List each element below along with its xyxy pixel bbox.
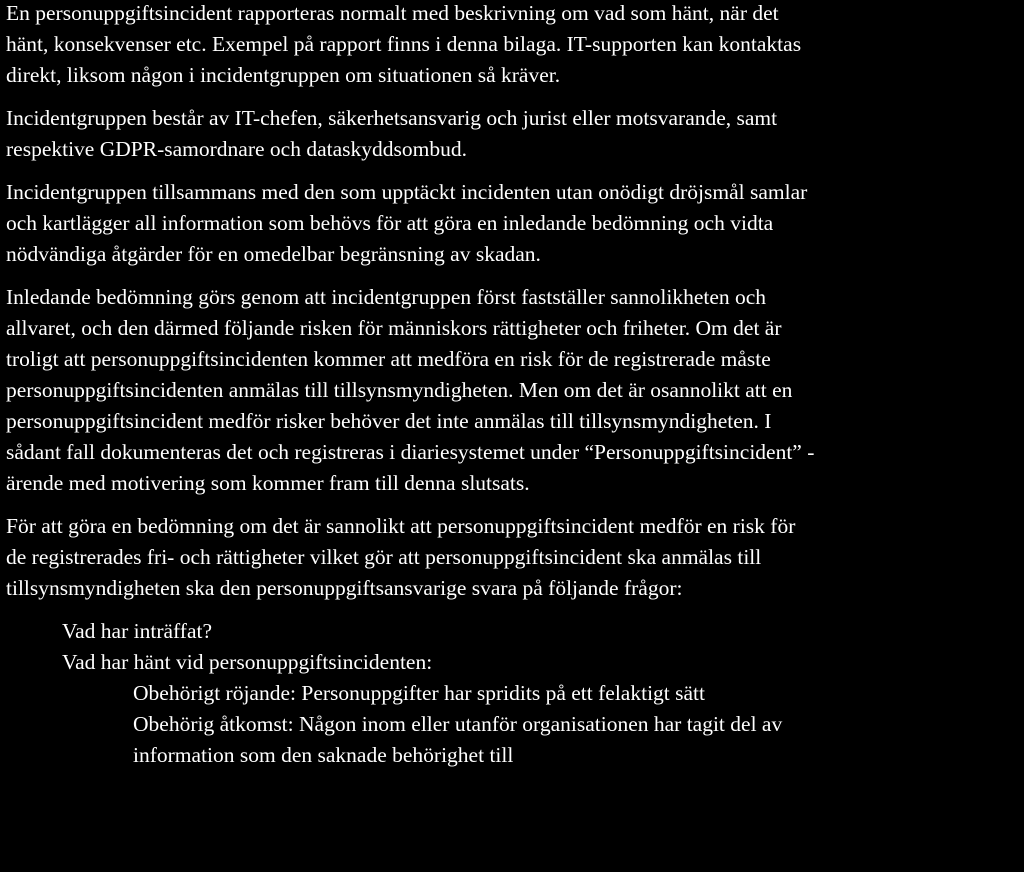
text-line: de registrerades fri- och rättigheter vilket gör att personuppgiftsincident ska anmälas till	[6, 545, 762, 569]
paragraph-incident-group	[6, 103, 1020, 165]
questions-list	[6, 616, 1020, 771]
text-line: respektive GDPR-samordnare och dataskyddsombud.	[6, 137, 467, 161]
text-line: sådant fall dokumenteras det och registreras i diariesystemet under “Personuppgiftsincident” -	[6, 440, 815, 464]
text-line: tillsynsmyndigheten ska den personuppgiftsansvarige svara på följande frågor:	[6, 576, 683, 600]
text-line: Obehörig åtkomst: Någon inom eller utanför organisationen har tagit del av	[133, 712, 783, 736]
text-line: nödvändiga åtgärder för en omedelbar begränsning av skadan.	[6, 242, 541, 266]
text-line: ärende med motivering som kommer fram till denna slutsats.	[6, 471, 530, 495]
text-line: och kartlägger all information som behövs för att göra en inledande bedömning och vidta	[6, 211, 774, 235]
text-line: allvaret, och den därmed följande risken för människors rättigheter och friheter. Om det är	[6, 316, 782, 340]
document-page	[6, 0, 1020, 771]
paragraph-questions-intro	[6, 511, 1020, 604]
text-line: personuppgiftsincidenten anmälas till tillsynsmyndigheten. Men om det är osannolikt att en	[6, 378, 793, 402]
text-line: Obehörigt röjande: Personuppgifter har spridits på ett felaktigt sätt	[133, 681, 705, 705]
text-line: En personuppgiftsincident rapporteras normalt med beskrivning om vad som hänt, när det	[6, 1, 779, 25]
text-line: Inledande bedömning görs genom att incidentgruppen först fastställer sannolikheten och	[6, 285, 767, 309]
text-line: Incidentgruppen tillsammans med den som upptäckt incidenten utan onödigt dröjsmål samlar	[6, 180, 808, 204]
text-line: personuppgiftsincident medför risker behöver det inte anmälas till tillsynsmyndigheten. I	[6, 409, 772, 433]
paragraph-reporting	[6, 0, 1020, 91]
text-line: Incidentgruppen består av IT-chefen, säkerhetsansvarig och jurist eller motsvarande, samt	[6, 106, 778, 130]
sub-question-item	[6, 709, 1020, 771]
text-line: information som den saknade behörighet till	[133, 743, 514, 767]
paragraph-mapping	[6, 177, 1020, 270]
text-line: För att göra en bedömning om det är sannolikt att personuppgiftsincident medför en risk för	[6, 514, 796, 538]
text-line: direkt, liksom någon i incidentgruppen om situationen så kräver.	[6, 63, 561, 87]
text-line: hänt, konsekvenser etc. Exempel på rapport finns i denna bilaga. IT-supporten kan kontaktas	[6, 32, 802, 56]
text-line: troligt att personuppgiftsincidenten kommer att medföra en risk för de registrerade måste	[6, 347, 771, 371]
question-item: Vad har hänt vid personuppgiftsincidenten:	[62, 650, 433, 674]
sub-question-item	[6, 678, 1020, 709]
paragraph-initial-assessment	[6, 282, 1020, 499]
question-item: Vad har inträffat?	[62, 619, 213, 643]
